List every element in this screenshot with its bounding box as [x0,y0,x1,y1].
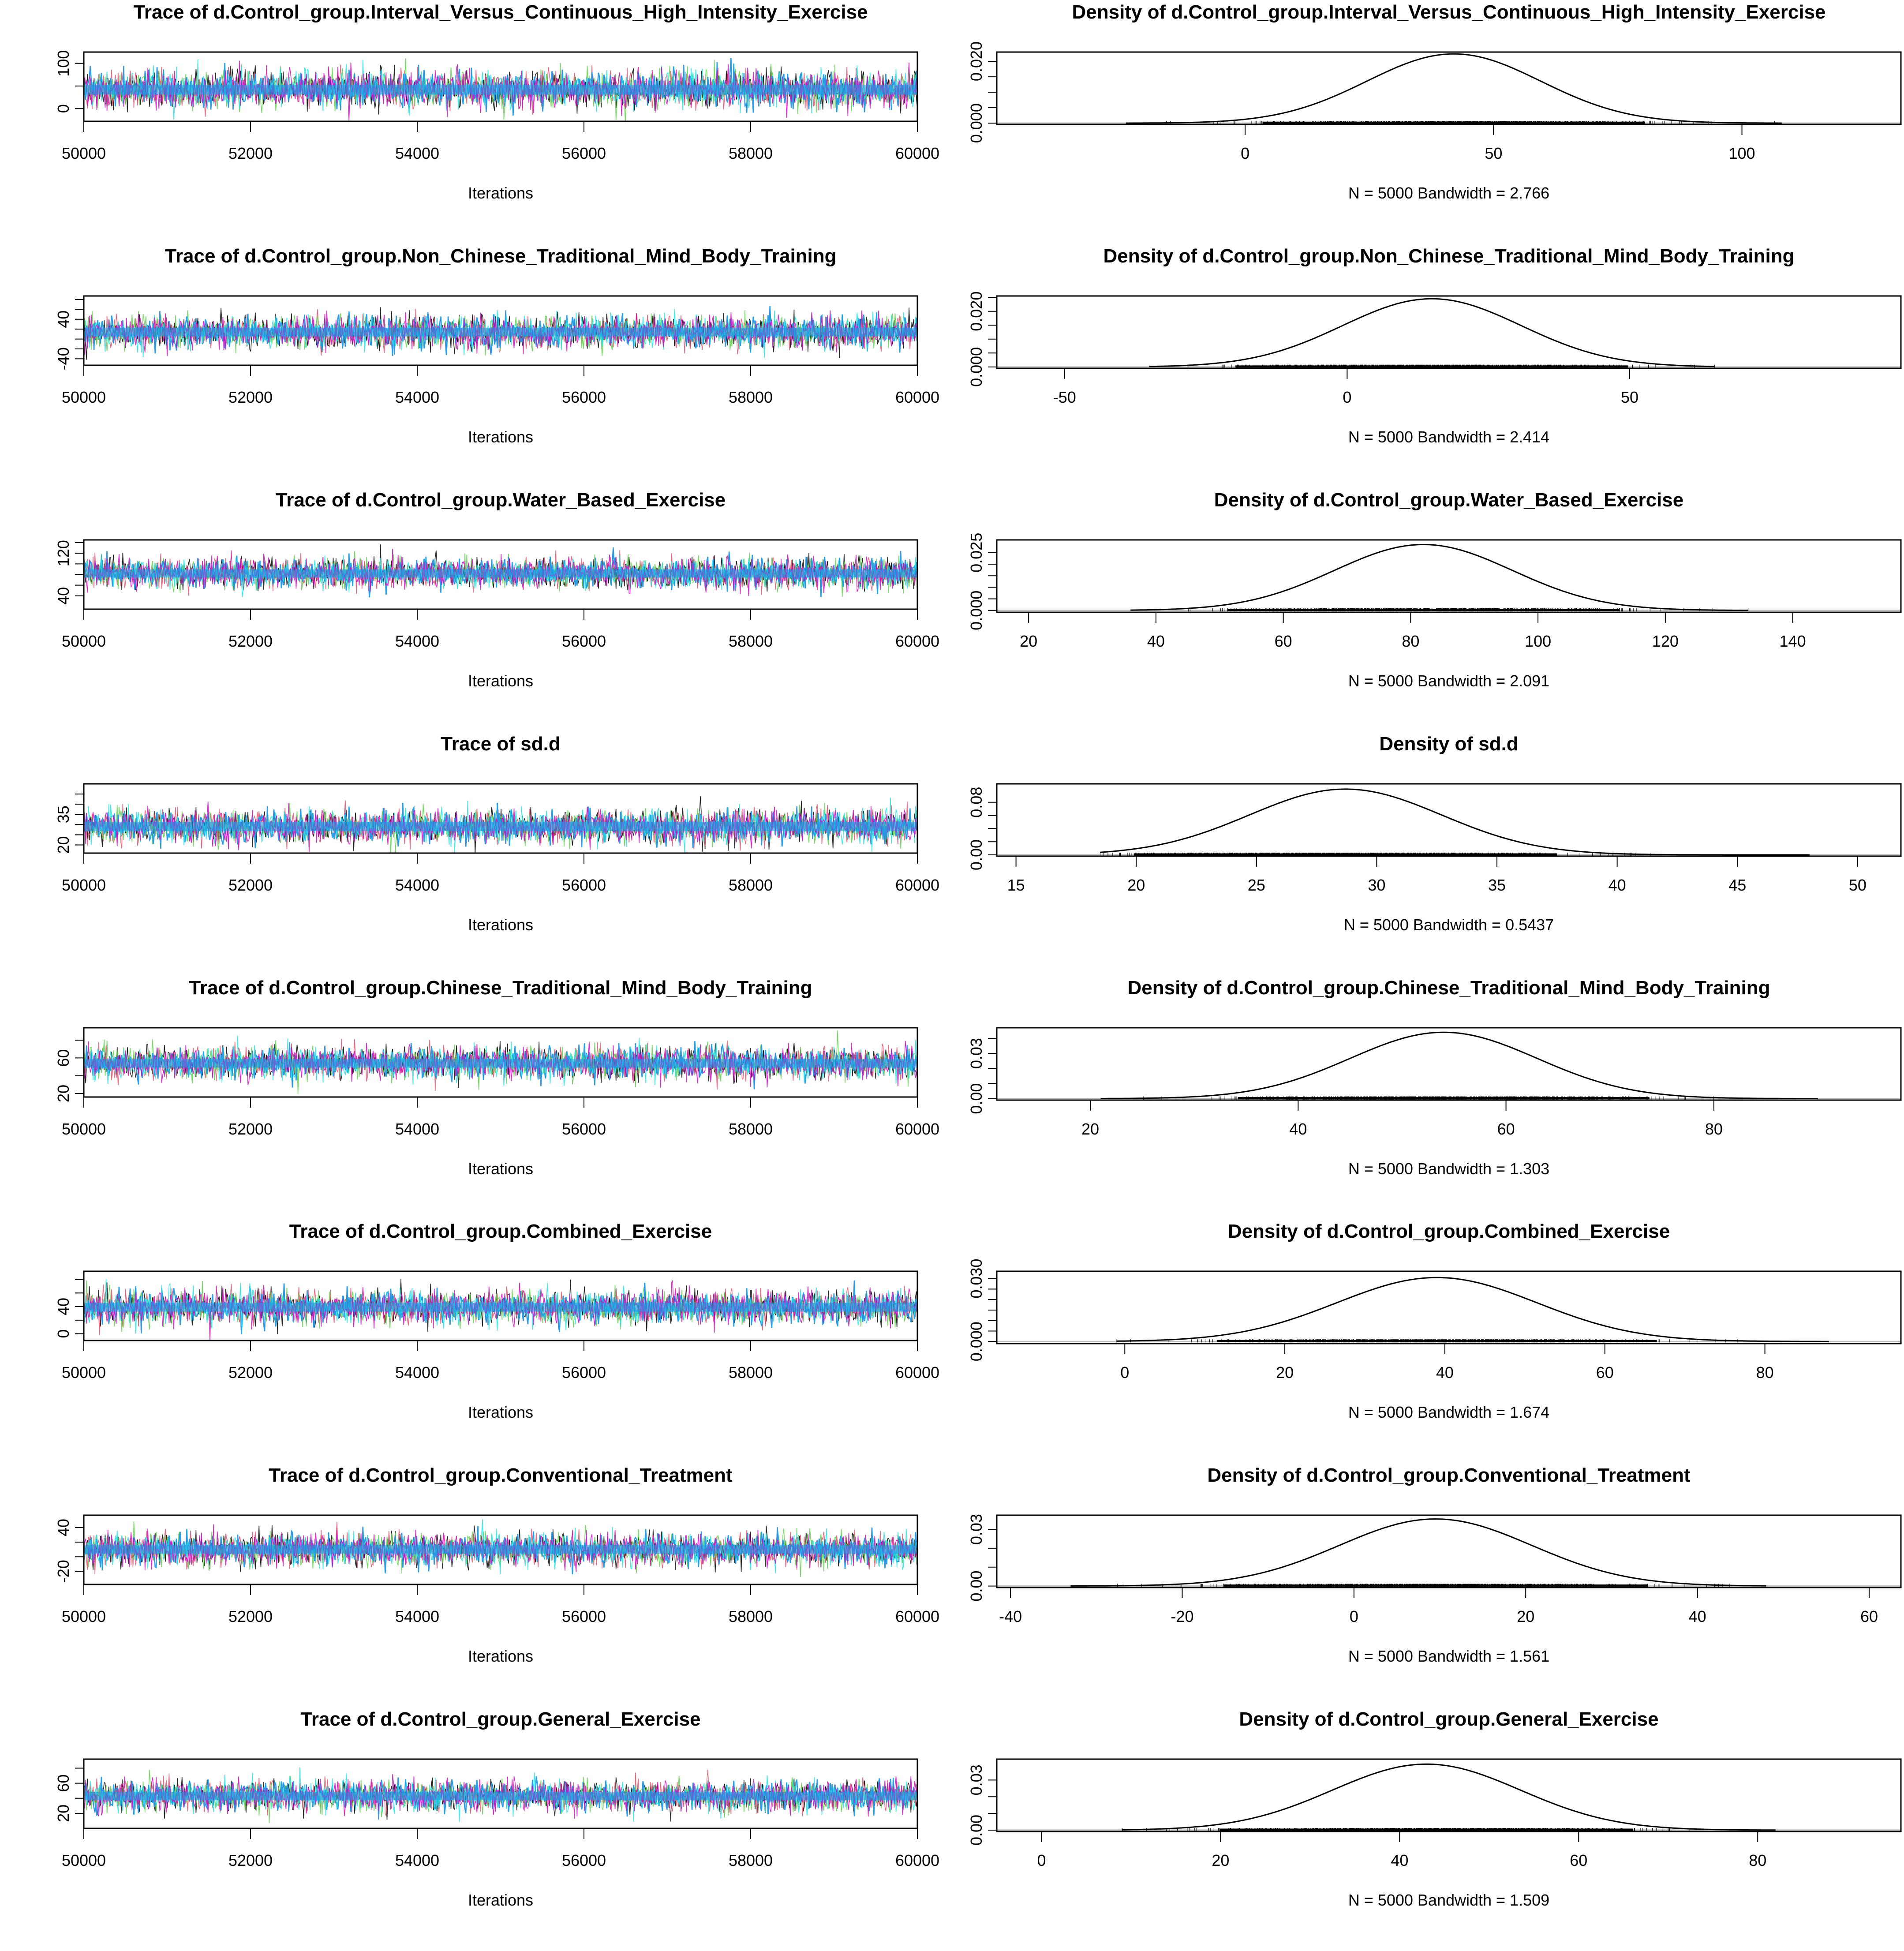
svg-text:0.000: 0.000 [967,590,985,630]
y-axis [54,1768,84,1822]
density-svg [952,244,1904,488]
trace-lines [84,544,917,597]
y-axis [967,786,997,870]
svg-text:0: 0 [1120,1363,1130,1382]
svg-text:40: 40 [1289,1120,1307,1138]
density-curve [997,299,1901,368]
plot-title: Density of d.Control_group.General_Exercise [1239,1708,1659,1730]
svg-text:0.00: 0.00 [967,1570,985,1602]
density-plot [952,244,1904,488]
density-svg [952,1463,1904,1707]
svg-text:54000: 54000 [395,1363,440,1382]
svg-text:40: 40 [54,1298,72,1316]
trace-svg [0,1707,952,1951]
svg-text:58000: 58000 [728,632,773,650]
plot-title: Density of d.Control_group.Non_Chinese_Traditional_Mind_Body_Training [1103,245,1795,267]
x-axis-label: N = 5000 Bandwidth = 1.561 [1348,1647,1550,1666]
trace-plot [0,488,952,732]
density-curve [997,1032,1901,1099]
trace-plot [0,1707,952,1951]
svg-text:40: 40 [1147,632,1165,650]
svg-text:60000: 60000 [895,144,940,162]
x-axis-label: Iterations [468,1647,534,1666]
density-plot [952,732,1904,976]
svg-text:60: 60 [54,1049,72,1067]
y-axis [967,533,997,630]
x-axis-label: Iterations [468,1159,534,1178]
x-axis-label: N = 5000 Bandwidth = 1.509 [1348,1891,1550,1910]
plot-frame [997,1759,1901,1831]
svg-text:60: 60 [1570,1851,1588,1870]
x-axis [1020,612,1806,650]
x-axis-label: Iterations [468,1891,534,1910]
density-svg [952,976,1904,1220]
svg-text:52000: 52000 [228,1607,273,1626]
y-axis [54,794,84,854]
x-axis-label: N = 5000 Bandwidth = 2.766 [1348,184,1550,202]
plot-title: Trace of sd.d [441,733,561,755]
svg-text:35: 35 [1488,876,1506,894]
plot-frame [997,296,1901,368]
density-plot [952,1707,1904,1951]
svg-text:50: 50 [1848,876,1867,894]
x-axis [1081,1100,1723,1138]
svg-text:0.08: 0.08 [967,786,985,818]
x-axis-label: Iterations [468,184,534,202]
plot-title: Density of d.Control_group.Conventional_Treatment [1207,1464,1691,1487]
svg-text:-40: -40 [999,1607,1022,1626]
svg-text:120: 120 [54,539,72,566]
svg-text:0.03: 0.03 [967,1037,985,1069]
x-axis-label: N = 5000 Bandwidth = 0.5437 [1343,915,1554,934]
trace-lines [84,306,917,360]
svg-text:60000: 60000 [895,876,940,894]
svg-text:60000: 60000 [895,388,940,406]
density-plot [952,1463,1904,1707]
svg-text:50000: 50000 [61,1851,106,1870]
svg-text:-20: -20 [54,1560,72,1583]
density-curve [997,54,1901,124]
svg-text:54000: 54000 [395,1851,440,1870]
svg-text:0.00: 0.00 [967,1815,985,1846]
svg-text:54000: 54000 [395,144,440,162]
svg-text:52000: 52000 [228,876,273,894]
svg-text:40: 40 [54,587,72,605]
svg-text:20: 20 [1212,1851,1230,1870]
svg-text:80: 80 [1756,1363,1774,1382]
y-axis [967,41,997,143]
density-curve [997,1278,1901,1343]
trace-lines [84,1520,917,1577]
trace-plot [0,1463,952,1707]
svg-text:0.00: 0.00 [967,1083,985,1114]
svg-text:60000: 60000 [895,1120,940,1138]
y-axis [54,540,84,605]
svg-text:0: 0 [54,1329,72,1338]
density-svg [952,0,1904,244]
x-axis [62,365,939,406]
svg-text:60000: 60000 [895,632,940,650]
svg-text:50000: 50000 [61,632,106,650]
plot-title: Trace of d.Control_group.Combined_Exercise [289,1221,712,1243]
svg-text:50000: 50000 [61,388,106,406]
svg-text:80: 80 [1705,1120,1723,1138]
density-plot [952,0,1904,244]
plot-title: Density of d.Control_group.Interval_Versus_Continuous_High_Intensity_Exercise [1072,1,1826,23]
trace-lines [84,1030,917,1094]
svg-text:56000: 56000 [561,1363,606,1382]
plot-title: Trace of d.Control_group.Non_Chinese_Traditional_Mind_Body_Training [165,245,837,267]
svg-text:100: 100 [1525,632,1552,650]
svg-text:20: 20 [1081,1120,1100,1138]
svg-text:50000: 50000 [61,144,106,162]
x-axis [1120,1344,1773,1382]
x-axis-label: N = 5000 Bandwidth = 1.303 [1348,1159,1550,1178]
plot-frame [997,1028,1901,1100]
trace-plot [0,732,952,976]
density-svg [952,1707,1904,1951]
svg-text:56000: 56000 [561,1120,606,1138]
trace-svg [0,0,952,244]
svg-text:54000: 54000 [395,1120,440,1138]
svg-text:58000: 58000 [728,1607,773,1626]
svg-text:0: 0 [1343,388,1352,406]
svg-text:52000: 52000 [228,1363,273,1382]
x-axis-label: N = 5000 Bandwidth = 2.414 [1348,427,1550,446]
svg-text:0.000: 0.000 [967,103,985,143]
svg-text:0.025: 0.025 [967,532,985,573]
svg-text:40: 40 [1688,1607,1706,1626]
svg-text:56000: 56000 [561,632,606,650]
svg-text:50000: 50000 [61,876,106,894]
trace-plot [0,1219,952,1463]
svg-text:50000: 50000 [61,1363,106,1382]
svg-text:0.00: 0.00 [967,839,985,870]
svg-text:58000: 58000 [728,1363,773,1382]
y-axis [54,300,84,371]
svg-text:52000: 52000 [228,388,273,406]
svg-text:58000: 58000 [728,1120,773,1138]
svg-text:0.03: 0.03 [967,1514,985,1545]
svg-text:15: 15 [1007,876,1025,894]
svg-text:58000: 58000 [728,388,773,406]
trace-svg [0,732,952,976]
svg-text:54000: 54000 [395,632,440,650]
y-axis [54,1280,84,1338]
plot-frame [997,52,1901,124]
svg-text:0: 0 [1349,1607,1358,1626]
svg-text:60: 60 [1497,1120,1515,1138]
trace-plot [0,976,952,1220]
svg-text:56000: 56000 [561,1851,606,1870]
svg-text:20: 20 [54,836,72,854]
x-axis-label: N = 5000 Bandwidth = 1.674 [1348,1403,1550,1422]
svg-text:54000: 54000 [395,388,440,406]
svg-text:60000: 60000 [895,1607,940,1626]
trace-plot [0,0,952,244]
svg-text:40: 40 [1391,1851,1409,1870]
x-axis [1241,124,1755,162]
svg-text:20: 20 [1276,1363,1294,1382]
svg-text:0.020: 0.020 [967,41,985,82]
x-axis-label: N = 5000 Bandwidth = 2.091 [1348,671,1550,690]
svg-text:50: 50 [1485,144,1503,162]
plot-title: Trace of d.Control_group.Water_Based_Exercise [275,489,726,511]
trace-lines [84,796,917,856]
y-axis [967,1764,997,1846]
density-plot [952,976,1904,1220]
density-svg [952,732,1904,976]
density-curve [997,1764,1901,1831]
x-axis-label: Iterations [468,1403,534,1422]
y-axis [967,292,997,387]
plot-title: Trace of d.Control_group.Chinese_Traditional_Mind_Body_Training [189,977,812,999]
trace-lines [84,1279,917,1341]
plot-title: Trace of d.Control_group.General_Exercise [300,1708,701,1730]
x-axis [62,1097,939,1138]
svg-text:50000: 50000 [61,1607,106,1626]
plot-title: Density of d.Control_group.Combined_Exercise [1227,1221,1670,1243]
svg-text:60000: 60000 [895,1363,940,1382]
svg-text:0.000: 0.000 [967,1322,985,1362]
density-curve [997,1519,1901,1587]
svg-text:20: 20 [1517,1607,1535,1626]
x-axis [1053,368,1638,406]
svg-text:0.020: 0.020 [967,291,985,331]
svg-text:52000: 52000 [228,1851,273,1870]
svg-text:50: 50 [1620,388,1639,406]
svg-text:50000: 50000 [61,1120,106,1138]
density-curve [997,789,1901,856]
plot-title: Trace of d.Control_group.Conventional_Treatment [269,1464,733,1487]
y-axis [967,1038,997,1114]
svg-text:0: 0 [1241,144,1250,162]
svg-text:0: 0 [54,104,72,113]
plot-frame [997,1515,1901,1588]
svg-text:56000: 56000 [561,144,606,162]
trace-svg [0,1219,952,1463]
trace-svg [0,976,952,1220]
x-axis [62,1828,939,1869]
svg-text:-50: -50 [1053,388,1076,406]
svg-text:40: 40 [54,1519,72,1537]
y-axis [967,1514,997,1602]
trace-lines [84,1768,917,1823]
svg-text:52000: 52000 [228,632,273,650]
svg-text:25: 25 [1247,876,1265,894]
svg-text:-40: -40 [54,347,72,371]
svg-text:60: 60 [1860,1607,1878,1626]
density-plot [952,1219,1904,1463]
svg-text:60: 60 [1274,632,1292,650]
svg-text:52000: 52000 [228,1120,273,1138]
svg-text:54000: 54000 [395,876,440,894]
svg-text:20: 20 [54,1804,72,1823]
x-axis-label: Iterations [468,671,534,690]
svg-text:80: 80 [1402,632,1420,650]
svg-text:56000: 56000 [561,876,606,894]
svg-text:30: 30 [1368,876,1386,894]
plot-frame [997,540,1901,612]
plot-frame [997,784,1901,856]
x-axis [1037,1831,1766,1869]
svg-text:60000: 60000 [895,1851,940,1870]
svg-text:80: 80 [1749,1851,1767,1870]
density-svg [952,1219,1904,1463]
svg-text:100: 100 [1728,144,1755,162]
svg-text:60: 60 [1596,1363,1614,1382]
svg-text:20: 20 [1127,876,1145,894]
svg-text:58000: 58000 [728,876,773,894]
x-axis [62,609,939,650]
svg-text:120: 120 [1652,632,1679,650]
trace-plot [0,244,952,488]
svg-text:40: 40 [1436,1363,1454,1382]
svg-text:40: 40 [1608,876,1626,894]
svg-text:20: 20 [1020,632,1038,650]
svg-text:100: 100 [54,50,72,77]
svg-text:0.000: 0.000 [967,347,985,387]
svg-text:58000: 58000 [728,1851,773,1870]
plot-frame [997,1271,1901,1344]
plot-title: Density of d.Control_group.Water_Based_Exercise [1214,489,1684,511]
svg-text:0.03: 0.03 [967,1764,985,1796]
svg-text:56000: 56000 [561,388,606,406]
x-axis [62,853,939,894]
svg-text:-20: -20 [1171,1607,1194,1626]
svg-text:56000: 56000 [561,1607,606,1626]
svg-text:54000: 54000 [395,1607,440,1626]
y-axis [54,50,84,113]
trace-svg [0,1463,952,1707]
x-axis-label: Iterations [468,427,534,446]
svg-text:52000: 52000 [228,144,273,162]
svg-text:35: 35 [54,805,72,823]
y-axis [54,1040,84,1102]
svg-text:45: 45 [1728,876,1747,894]
svg-text:20: 20 [54,1084,72,1102]
y-axis [967,1259,997,1362]
svg-text:40: 40 [54,310,72,328]
x-axis-label: Iterations [468,915,534,934]
x-axis [62,121,939,162]
plot-title: Density of sd.d [1379,733,1519,755]
plot-title: Density of d.Control_group.Chinese_Traditional_Mind_Body_Training [1127,977,1770,999]
svg-text:58000: 58000 [728,144,773,162]
trace-svg [0,244,952,488]
svg-text:60: 60 [54,1774,72,1792]
density-svg [952,488,1904,732]
x-axis [1007,856,1867,894]
y-axis [54,1519,84,1583]
svg-text:140: 140 [1779,632,1806,650]
svg-text:0.030: 0.030 [967,1258,985,1299]
x-axis [999,1588,1878,1625]
svg-text:0: 0 [1037,1851,1046,1870]
density-curve [997,544,1901,611]
x-axis [62,1341,939,1382]
x-axis [62,1584,939,1625]
trace-svg [0,488,952,732]
trace-lines [84,58,917,124]
plot-title: Trace of d.Control_group.Interval_Versus_Continuous_High_Intensity_Exercise [133,1,868,23]
density-plot [952,488,1904,732]
